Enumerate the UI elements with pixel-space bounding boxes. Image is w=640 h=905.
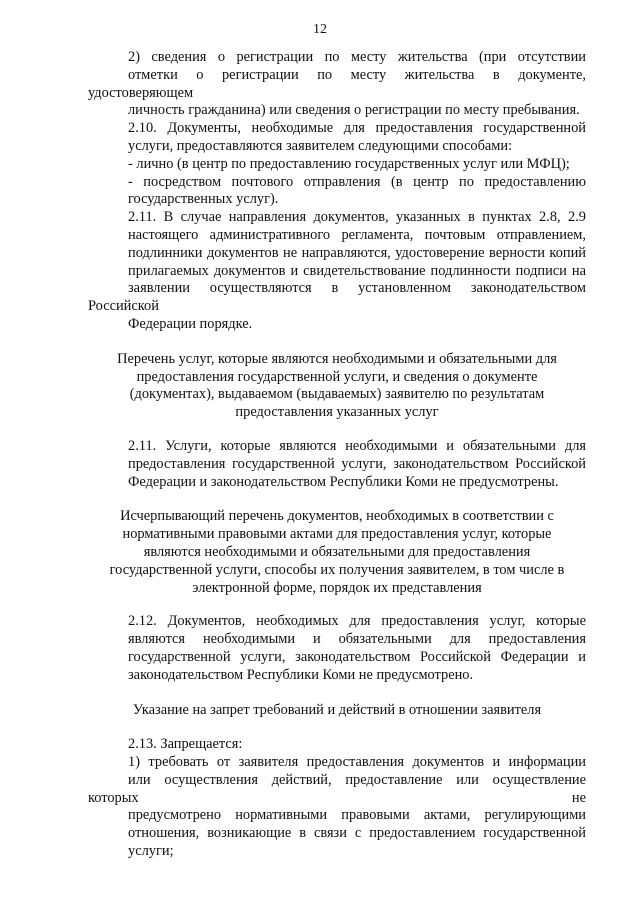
text-line: Федерации порядке. [128,315,253,332]
text-line: государственной услуги, законодательством Российской Федерации и [128,648,586,665]
heading-line: предоставления государственной услуги, и сведения о документе [136,368,538,385]
text-line: отметки о регистрации по месту жительства в документе, удостоверяющем [88,66,586,101]
section-heading-prohibitions [88,702,586,720]
text-line: личность гражданина) или сведения о регистрации по месту пребывания. [128,102,580,119]
text-line: государственных услуг). [128,191,279,208]
heading-line: Перечень услуг, которые являются необходимыми и обязательными для [117,350,557,367]
paragraph-2-11-mail [88,209,586,334]
heading-line: электронной форме, порядок их представления [192,579,482,596]
heading-line: Указание на запрет требований и действий в отношении заявителя [132,701,542,718]
text-line: 1) требовать от заявителя предоставления документов и информации [128,754,586,771]
text-line: - лично (в центр по предоставлению государственных услуг или МФЦ); [128,155,570,172]
text-line: Федерации и законодательством Республики Коми не предусмотрены. [128,473,559,490]
section-heading-documents-list [88,508,586,597]
text-line: 2.13. Запрещается: [128,736,243,753]
heading-line: государственной услуги, способы их получения заявителем, в том числе в [109,561,565,578]
text-line: прилагаемых документов и свидетельствование подлинности подписи на [128,262,586,279]
text-line: законодательством Республики Коми не предусмотрено. [128,666,474,683]
text-line: 2.10. Документы, необходимые для предоставления государственной [128,120,586,137]
text-line: настоящего административного регламента, почтовым отправлением, [128,226,586,243]
paragraph-2-13 [88,736,586,754]
paragraph-2-10 [88,120,586,156]
text-line: предоставления государственной услуги, законодательством Российской [128,455,586,472]
text-line: отношения, возникающие в связи с предоставлением государственной [128,825,586,842]
section-heading-services-list [88,351,586,422]
text-line: 2.12. Документов, необходимых для предоставления услуг, которые [128,613,586,630]
text-line: 2.11. В случае направления документов, указанных в пунктах 2.8, 2.9 [128,209,586,226]
text-line: 2) сведения о регистрации по месту жительства (при отсутствии [128,49,586,65]
paragraph-2-12 [88,613,586,684]
heading-line: (документах), выдаваемом (выдаваемых) заявителю по результатам [129,386,545,403]
text-line: - посредством почтового отправления (в центр по предоставлению [128,173,586,190]
document-body [88,49,586,861]
list-item-in-person [88,156,586,174]
list-item-prohibition-1 [88,754,586,861]
heading-line: нормативными правовыми актами для предоставления услуг, которые [122,526,552,543]
text-line: или осуществления действий, предоставление или осуществление которых не [88,771,586,806]
text-line: услуги; [128,843,174,860]
heading-line: являются необходимыми и обязательными для предоставления [143,543,531,560]
heading-line: предоставления указанных услуг [235,404,439,421]
text-line: заявлении осуществляются в установленном законодательством Российской [88,280,586,315]
heading-line: Исчерпывающий перечень документов, необходимых в соответствии с [120,508,554,525]
text-line: предусмотрено нормативными правовыми актами, регулирующими [128,807,586,824]
list-item-by-mail [88,174,586,210]
page-number: 12 [313,22,327,37]
paragraph-2-11-services [88,438,586,491]
text-line: являются необходимыми и обязательными для предоставления [128,631,586,648]
paragraph-residence-info [88,49,586,120]
text-line: услуги, предоставляются заявителем следующими способами: [128,137,513,154]
text-line: подлинники документов не направляются, удостоверение верности копий [128,244,586,261]
text-line: 2.11. Услуги, которые являются необходимыми и обязательными для [128,437,586,454]
